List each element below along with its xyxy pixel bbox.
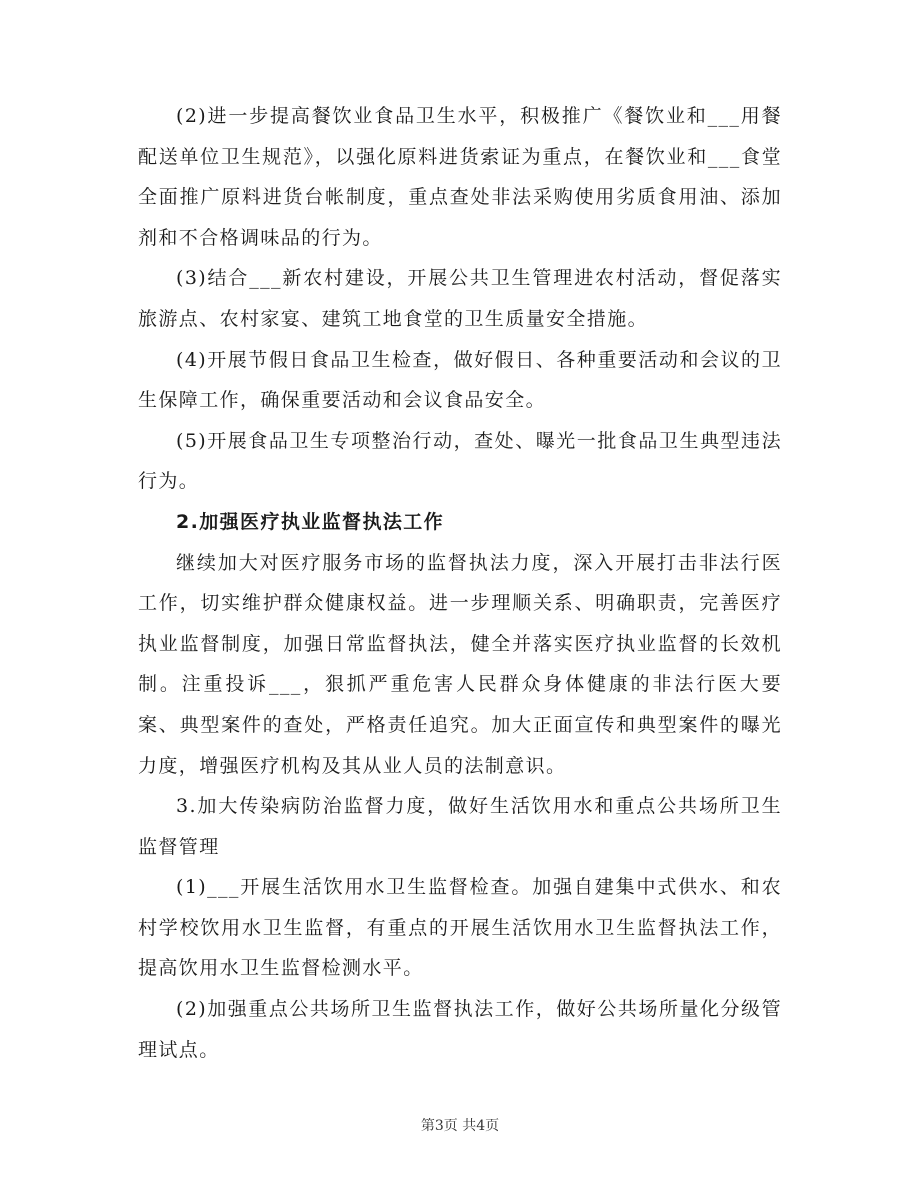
document-body <box>138 96 782 1070</box>
section-heading-infectious: 3.加大传染病防治监督力度，做好生活饮用水和重点公共场所卫生监督管理 <box>138 795 782 858</box>
section-heading-medical: 2.加强医疗执业监督执法工作 <box>176 510 445 533</box>
paragraph-1-drinking-water: (1)___开展生活饮用水卫生监督检查。加强自建集中式供水、和农村学校饮用水卫生监督，有重点的开展生活饮用水卫生监督执法工作，提高饮用水卫生监督检测水平。 <box>138 876 782 980</box>
paragraph-5-rectification: (5)开展食品卫生专项整治行动，查处、曝光一批食品卫生典型违法行为。 <box>138 429 782 493</box>
paragraph-2-public-places: (2)加强重点公共场所卫生监督执法工作，做好公共场所量化分级管理试点。 <box>138 998 782 1061</box>
paragraph-medical-supervision: 继续加大对医疗服务市场的监督执法力度，深入开展打击非法行医工作，切实维护群众健康权益。进一步理顺关系、明确职责，完善医疗执业监督制度，加强日常监督执法，健全并落实医疗执业监督的长效机制。注重投诉___，狠抓严重危害人民群众身体健康的非法行医大要案、典型案件的查处，严格责任追究。加大正面宣传和典型案件的曝光力度，增强医疗机构及其从业人员的法制意识。 <box>138 551 782 777</box>
paragraph-4-holiday: (4)开展节假日食品卫生检查，做好假日、各种重要活动和会议的卫生保障工作，确保重要活动和会议食品安全。 <box>138 348 782 412</box>
page-number-footer: 第3页 共4页 <box>420 1118 500 1134</box>
paragraph-2-catering: (2)进一步提高餐饮业食品卫生水平，积极推广《餐饮业和___用餐配送单位卫生规范》，以强化原料进货索证为重点，在餐饮业和___食堂全面推广原料进货台帐制度，重点查处非法采购使用劣质食用油、添加剂和不合格调味品的行为。 <box>138 105 782 249</box>
paragraph-3-rural: (3)结合___新农村建设，开展公共卫生管理进农村活动，督促落实旅游点、农村家宴、建筑工地食堂的卫生质量安全措施。 <box>138 267 782 330</box>
